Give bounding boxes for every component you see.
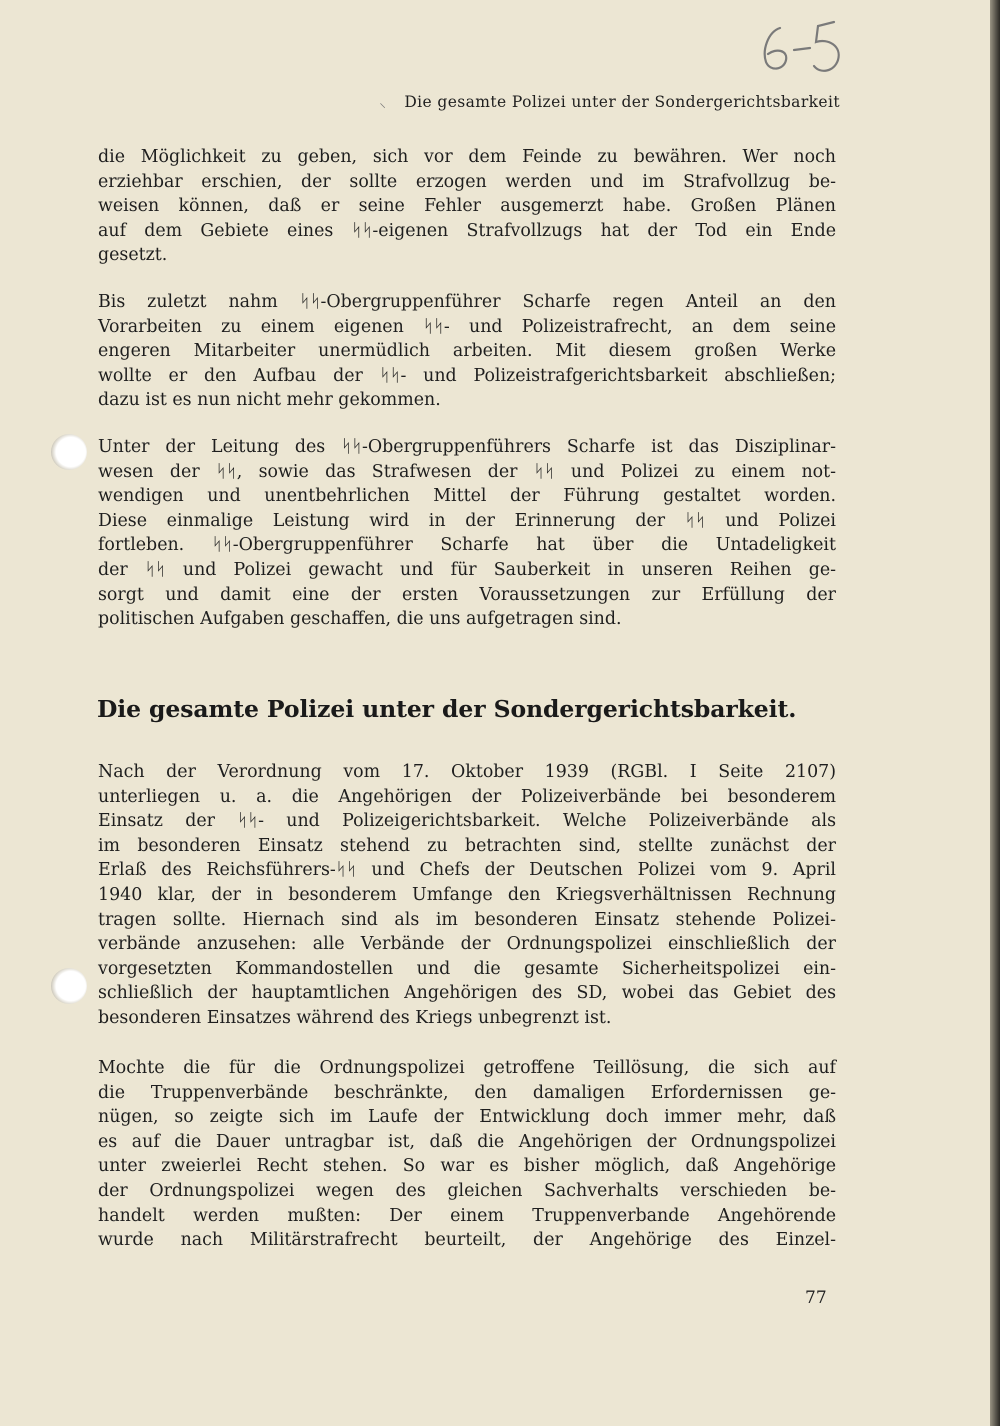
punch-hole-bottom [51, 968, 87, 1004]
text-line: Nach der Verordnung vom 17. Oktober 1939 (RGBl. I Seite 2107) [98, 762, 836, 782]
text-line: der Ordnungspolizei wegen des gleichen Sachverhalts verschieden be- [98, 1180, 836, 1201]
text-line: es auf die Dauer untragbar ist, daß die Angehörigen der Ordnungspolizei [98, 1131, 836, 1152]
text-line: weisen können, daß er seine Fehler ausgemerzt habe. Großen Plänen [98, 196, 836, 217]
punch-hole-top [51, 434, 87, 470]
page-number: 77 [805, 1288, 827, 1308]
text-line: die Möglichkeit zu geben, sich vor dem Feinde zu bewähren. Wer noch [98, 147, 836, 167]
text-line: unter zweierlei Recht stehen. So war es bisher möglich, daß Angehörige [98, 1156, 836, 1177]
text-line: wesen der ᛋᛋ, sowie das Strafwesen der ᛋᛋ und Polizei zu einem not- [98, 461, 836, 482]
page-edge-shadow [990, 0, 1000, 1426]
text-line: besonderen Einsatzes während des Kriegs unbegrenzt ist. [98, 1007, 612, 1028]
text-line: handelt werden mußten: Der einem Truppenverbande Angehörende [98, 1205, 836, 1226]
text-line: Einsatz der ᛋᛋ- und Polizeigerichtsbarkeit. Welche Polizeiverbände als [98, 811, 836, 832]
paragraph-5 [98, 1056, 836, 1253]
text-line: Mochte die für die Ordnungspolizei getroffene Teillösung, die sich auf [98, 1058, 836, 1078]
text-line: wollte er den Aufbau der ᛋᛋ- und Polizeistrafgerichtsbarkeit abschließen; [98, 365, 836, 386]
text-line: Bis zuletzt nahm ᛋᛋ-Obergruppenführer Scharfe regen Anteil an den [98, 292, 836, 312]
paragraph-2 [98, 290, 836, 413]
text-line: erziehbar erschien, der sollte erzogen werden und im Strafvollzug be- [98, 171, 836, 192]
text-line: Vorarbeiten zu einem eigenen ᛋᛋ- und Polizeistrafrecht, an dem seine [98, 316, 836, 337]
text-line: sorgt und damit eine der ersten Voraussetzungen zur Erfüllung der [98, 584, 836, 605]
paragraph-3 [98, 435, 836, 632]
text-line: wurde nach Militärstrafrecht beurteilt, der Angehörige des Einzel- [98, 1230, 836, 1251]
text-line: verbände anzusehen: alle Verbände der Ordnungspolizei einschließlich der [98, 934, 836, 955]
paragraph-1 [98, 145, 836, 268]
text-line: politischen Aufgaben geschaffen, die uns aufgetragen sind. [98, 609, 622, 630]
handwritten-page-mark [758, 14, 853, 82]
section-heading: Die gesamte Polizei unter der Sondergerichtsbarkeit. [97, 695, 797, 723]
text-line: gesetzt. [98, 245, 168, 266]
text-line: nügen, so zeigte sich im Laufe der Entwicklung doch immer mehr, daß [98, 1107, 836, 1128]
text-line: auf dem Gebiete eines ᛋᛋ-eigenen Strafvollzugs hat der Tod ein Ende [98, 220, 836, 241]
text-line: Unter der Leitung des ᛋᛋ-Obergruppenführers Scharfe ist das Disziplinar- [98, 437, 836, 457]
text-line: Diese einmalige Leistung wird in der Erinnerung der ᛋᛋ und Polizei [98, 510, 836, 531]
text-line: 1940 klar, der in besonderem Umfange den Kriegsverhältnissen Rechnung [98, 884, 836, 905]
text-line: schließlich der hauptamtlichen Angehörigen des SD, wobei das Gebiet des [98, 983, 836, 1004]
text-line: wendigen und unentbehrlichen Mittel der Führung gestaltet worden. [98, 486, 836, 507]
text-line: die Truppenverbände beschränkte, den damaligen Erfordernissen ge- [98, 1082, 836, 1103]
text-line: fortleben. ᛋᛋ-Obergruppenführer Scharfe hat über die Untadeligkeit [98, 535, 836, 556]
text-line: im besonderen Einsatz stehend zu betrachten sind, stellte zunächst der [98, 835, 836, 856]
text-line: unterliegen u. a. die Angehörigen der Polizeiverbände bei besonderem [98, 786, 836, 807]
text-line: vorgesetzten Kommandostellen und die gesamte Sicherheitspolizei ein- [98, 958, 836, 979]
text-line: der ᛋᛋ und Polizei gewacht und für Sauberkeit in unseren Reihen ge- [98, 559, 836, 580]
text-line: tragen sollte. Hiernach sind als im besonderen Einsatz stehende Polizei- [98, 909, 836, 930]
text-line: engeren Mitarbeiter unermüdlich arbeiten. Mit diesem großen Werke [98, 341, 836, 362]
running-head: ⸜ Die gesamte Polizei unter der Sondergerichtsbarkeit [379, 93, 840, 111]
text-line: dazu ist es nun nicht mehr gekommen. [98, 390, 441, 411]
text-line: Erlaß des Reichsführers-ᛋᛋ und Chefs der Deutschen Polizei vom 9. April [98, 860, 836, 881]
paragraph-4 [98, 760, 836, 1031]
